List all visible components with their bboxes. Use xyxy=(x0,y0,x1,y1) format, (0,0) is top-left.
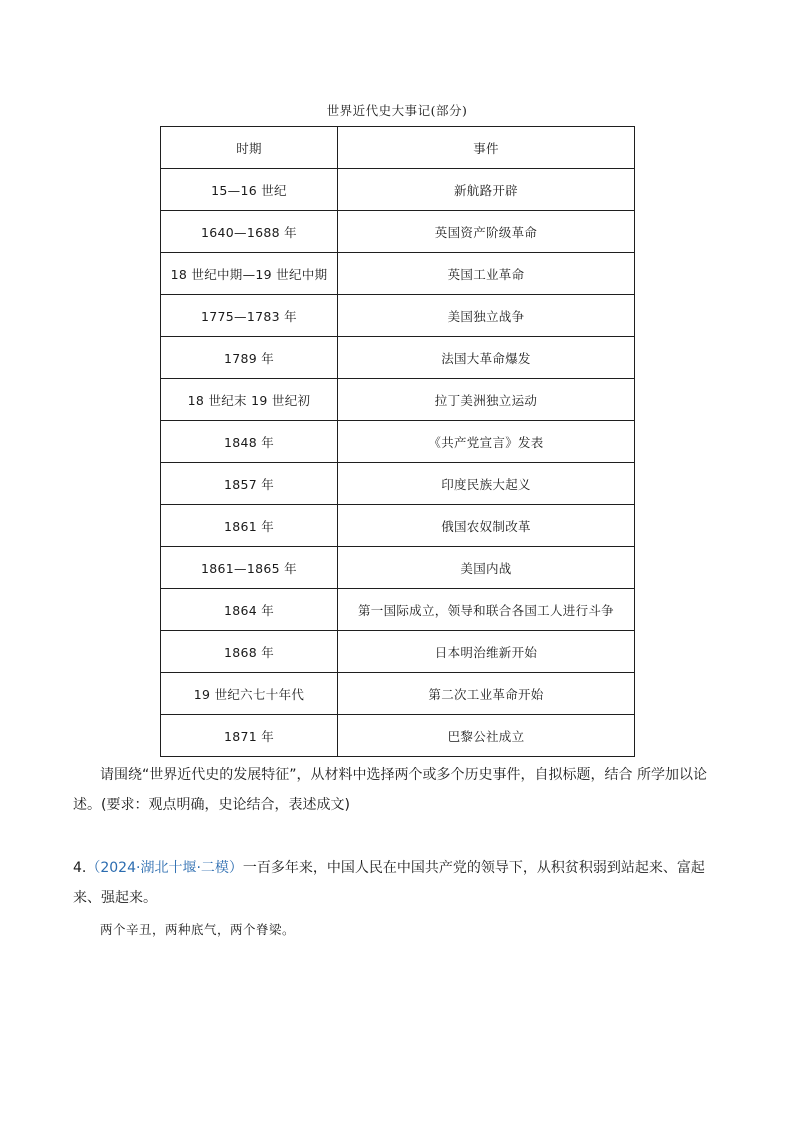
period-cell: 1848 年 xyxy=(161,421,338,463)
table-row xyxy=(161,295,635,337)
instruction-paragraph: 请围绕“世界近代史的发展特征”，从材料中选择两个或多个历史事件，自拟标题，结合 所学加以论述。(要求：观点明确，史论结合，表述成文) xyxy=(73,767,707,813)
header-event: 事件 xyxy=(338,127,635,169)
period-cell: 15—16 世纪 xyxy=(161,169,338,211)
table-row xyxy=(161,253,635,295)
question-source: （2024·湖北十堰·二模） xyxy=(86,860,243,876)
period-cell: 1864 年 xyxy=(161,589,338,631)
event-cell: 巴黎公社成立 xyxy=(338,715,635,757)
question-4 xyxy=(73,853,723,913)
table-row xyxy=(161,211,635,253)
event-cell: 印度民族大起义 xyxy=(338,463,635,505)
event-cell: 新航路开辟 xyxy=(338,169,635,211)
question-number: 4. xyxy=(73,860,87,876)
event-cell: 法国大革命爆发 xyxy=(338,337,635,379)
period-cell: 19 世纪六七十年代 xyxy=(161,673,338,715)
question-text: 一百多年来，中国人民在中国共产党的领导下，从积贫积弱到站起来、富起来、强起来。 xyxy=(73,860,705,906)
material-quote: 两个辛丑，两种底气，两个脊梁。 xyxy=(100,922,296,937)
table-row xyxy=(161,169,635,211)
event-cell: 第二次工业革命开始 xyxy=(338,673,635,715)
event-cell: 英国资产阶级革命 xyxy=(338,211,635,253)
table-row xyxy=(161,673,635,715)
table-row xyxy=(161,379,635,421)
table-row xyxy=(161,589,635,631)
period-cell: 1640—1688 年 xyxy=(161,211,338,253)
table-row xyxy=(161,547,635,589)
event-cell: 美国内战 xyxy=(338,547,635,589)
event-cell: 《共产党宣言》发表 xyxy=(338,421,635,463)
period-cell: 1861—1865 年 xyxy=(161,547,338,589)
event-cell: 俄国农奴制改革 xyxy=(338,505,635,547)
period-cell: 1868 年 xyxy=(161,631,338,673)
table-row xyxy=(161,463,635,505)
event-cell: 英国工业革命 xyxy=(338,253,635,295)
event-cell: 美国独立战争 xyxy=(338,295,635,337)
period-cell: 1861 年 xyxy=(161,505,338,547)
table-row xyxy=(161,715,635,757)
table-row xyxy=(161,337,635,379)
period-cell: 18 世纪末 19 世纪初 xyxy=(161,379,338,421)
table-caption: 世界近代史大事记(部分) xyxy=(326,103,468,118)
period-cell: 1775—1783 年 xyxy=(161,295,338,337)
table-header-row xyxy=(161,127,635,169)
history-events-table xyxy=(160,126,635,757)
header-period: 时期 xyxy=(161,127,338,169)
period-cell: 1789 年 xyxy=(161,337,338,379)
event-cell: 日本明治维新开始 xyxy=(338,631,635,673)
period-cell: 1857 年 xyxy=(161,463,338,505)
table-row xyxy=(161,631,635,673)
event-cell: 拉丁美洲独立运动 xyxy=(338,379,635,421)
table-row xyxy=(161,505,635,547)
table-row xyxy=(161,421,635,463)
event-cell: 第一国际成立，领导和联合各国工人进行斗争 xyxy=(338,589,635,631)
period-cell: 1871 年 xyxy=(161,715,338,757)
period-cell: 18 世纪中期—19 世纪中期 xyxy=(161,253,338,295)
